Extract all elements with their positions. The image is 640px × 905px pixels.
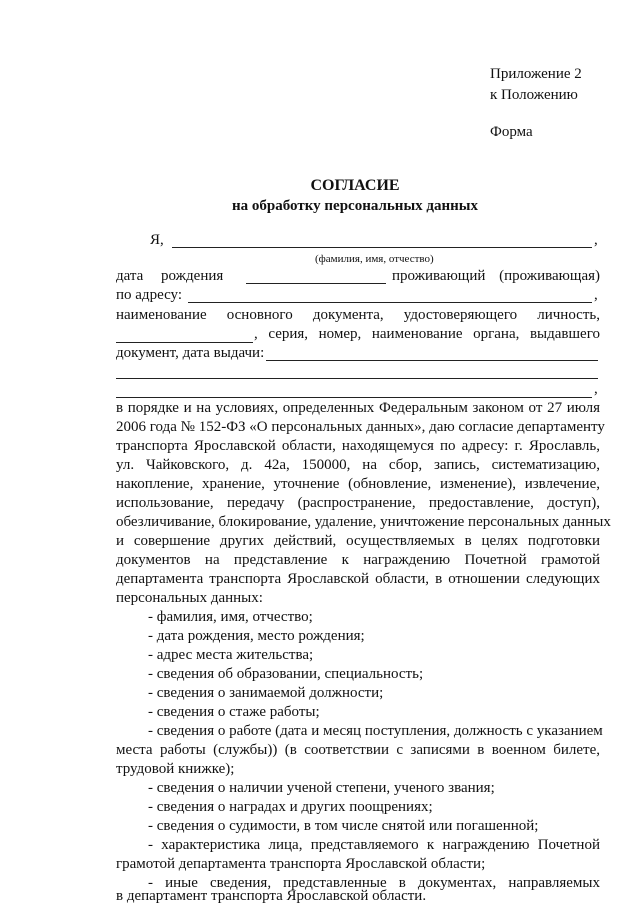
consent-line: департамента транспорта Ярославской области, в отношении следующих	[116, 571, 600, 587]
ya-label: Я,	[150, 232, 164, 248]
list-item: - дата рождения, место рождения;	[148, 628, 365, 644]
list-item: - иные сведения, представленные в документах, направляемых	[148, 875, 600, 891]
consent-line: персональных данных:	[116, 590, 263, 606]
fio-caption: (фамилия, имя, отчество)	[315, 253, 434, 265]
consent-line: ул. Чайковского, д. 42а, 150000, на сбор, запись, систематизацию,	[116, 457, 600, 473]
issued-blank[interactable]	[266, 360, 598, 361]
consent-line: документов на представление к награждению Почетной грамотой	[116, 552, 600, 568]
series-label: , серия, номер, наименование органа, выдавшего	[254, 326, 600, 342]
document-subtitle: на обработку персональных данных	[232, 198, 478, 214]
list-item-continued: трудовой книжке);	[116, 761, 235, 777]
issued-blank-3[interactable]	[116, 397, 592, 398]
issued-label: документ, дата выдачи:	[116, 345, 265, 361]
address-label: по адресу:	[116, 287, 183, 303]
document-type-blank[interactable]	[116, 342, 253, 343]
consent-line: обезличивание, блокирование, удаление, уничтожение персональных данных	[116, 514, 611, 530]
fio-blank[interactable]	[172, 247, 592, 248]
comma: ,	[594, 232, 598, 248]
consent-line: транспорта Ярославской области, находящемуся по адресу: г. Ярославль,	[116, 438, 600, 454]
consent-line: и совершение других действий, осуществляемых в целях подготовки	[116, 533, 600, 549]
list-item: - сведения о наличии ученой степени, ученого звания;	[148, 780, 495, 796]
comma: ,	[594, 287, 598, 303]
document-title: СОГЛАСИЕ	[310, 177, 400, 194]
consent-line: в порядке и на условиях, определенных Федеральным законом от 27 июля	[116, 400, 600, 416]
list-item-continued: в департамент транспорта Ярославской области.	[116, 888, 427, 904]
appendix-number: Приложение 2	[490, 66, 582, 82]
list-item: - адрес места жительства;	[148, 647, 314, 663]
appendix-reference: к Положению	[490, 87, 578, 103]
comma: ,	[594, 381, 598, 397]
list-item: - сведения об образовании, специальность;	[148, 666, 424, 682]
list-item: - сведения о работе (дата и месяц поступления, должность с указанием	[148, 723, 603, 739]
consent-line: 2006 года № 152-ФЗ «О персональных данных», даю согласие департаменту	[116, 419, 605, 435]
list-item-continued: грамотой департамента транспорта Ярославской области;	[116, 856, 486, 872]
issued-blank-2[interactable]	[116, 378, 598, 379]
living-label: проживающий (проживающая)	[392, 268, 600, 284]
dob-label: дата рождения	[116, 268, 224, 284]
list-item: - сведения о занимаемой должности;	[148, 685, 384, 701]
list-item: - сведения о наградах и других поощрениях;	[148, 799, 433, 815]
list-item: - сведения о судимости, в том числе снятой или погашенной;	[148, 818, 539, 834]
address-blank[interactable]	[188, 302, 592, 303]
list-item-continued: места работы (службы)) (в соответствии с записями в военном билете,	[116, 742, 600, 758]
consent-line: накопление, хранение, уточнение (обновление, изменение), извлечение,	[116, 476, 600, 492]
dob-blank[interactable]	[246, 283, 386, 284]
form-label: Форма	[490, 124, 533, 140]
list-item: - характеристика лица, представляемого к награждению Почетной	[148, 837, 600, 853]
consent-line: использование, передачу (распространение, предоставление, доступ),	[116, 495, 600, 511]
list-item: - сведения о стаже работы;	[148, 704, 320, 720]
list-item: - фамилия, имя, отчество;	[148, 609, 313, 625]
identity-document-label: наименование основного документа, удостоверяющего личность,	[116, 307, 600, 323]
